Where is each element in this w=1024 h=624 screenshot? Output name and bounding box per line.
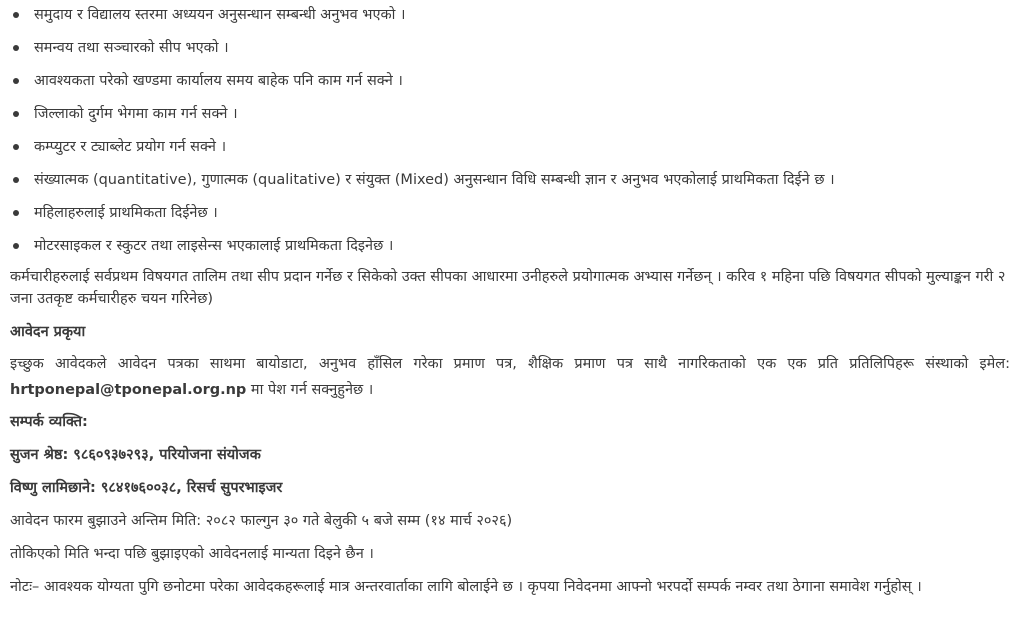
bullet-icon bbox=[13, 243, 19, 249]
requirement-text: कम्प्युटर र ट्याब्लेट प्रयोग गर्न सक्ने । bbox=[34, 139, 227, 155]
contact-person-1: सुजन श्रेष्ठ: ९८६०९३७२९३, परियोजना संयोजक bbox=[10, 447, 261, 463]
requirement-text: संख्यात्मक (quantitative), गुणात्मक (qualitative) र संयुक्त (Mixed) अनुसन्धान विधि सम्बन्धी ज्ञान र अनुभव भएकोलाई प्राथमिकता दिईने छ । bbox=[34, 172, 835, 188]
bullet-icon bbox=[13, 45, 19, 51]
requirement-text: जिल्लाको दुर्गम भेगमा काम गर्न सक्ने । bbox=[34, 106, 238, 122]
requirement-text: समन्वय तथा सञ्चारको सीप भएको । bbox=[34, 40, 229, 56]
bullet-icon bbox=[13, 177, 19, 183]
list-item bbox=[10, 132, 1010, 165]
bullet-icon bbox=[13, 12, 19, 18]
requirements-list bbox=[10, 0, 1010, 264]
requirement-text: आवश्यकता परेको खण्डमा कार्यालय समय बाहेक पनि काम गर्न सक्ने । bbox=[34, 73, 403, 89]
contact-heading: सम्पर्क व्यक्ति: bbox=[10, 414, 88, 430]
bullet-icon bbox=[13, 78, 19, 84]
application-text-end: मा पेश गर्न सक्नुहुनेछ । bbox=[246, 382, 374, 398]
list-item bbox=[10, 33, 1010, 66]
list-item bbox=[10, 165, 1010, 198]
contact-email: hrtponepal@tponepal.org.np bbox=[10, 382, 247, 398]
requirement-text: मोटरसाइकल र स्कुटर तथा लाइसेन्स भएकालाई प्राथमिकता दिइनेछ । bbox=[34, 238, 394, 254]
bullet-icon bbox=[13, 111, 19, 117]
late-notice-text: तोकिएको मिति भन्दा पछि बुझाइएको आवेदनलाई मान्यता दिइने छैन । bbox=[10, 546, 374, 562]
application-text: इच्छुक आवेदकले आवेदन पत्रका साथमा बायोडाटा, अनुभव हाँसिल गरेका प्रमाण पत्र, शैक्षिक प्रमाण पत्र साथै नागरिकताको एक एक प्रति प्रतिलिपिहरू संस्थाको इमेल: bbox=[10, 356, 1010, 372]
note-text: नोटः– आवश्यक योग्यता पुगि छनोटमा परेका आवेदकहरूलाई मात्र अन्तरवार्ताका लागि बोलाईने छ । कृपया निवेदनमा आफ्नो भरपर्दो सम्पर्क नम्वर तथा ठेगाना समावेश गर्नुहोस् । bbox=[10, 579, 922, 595]
deadline-text: आवेदन फारम बुझाउने अन्तिम मिति: २०८२ फाल्गुन ३० गते बेलुकी ५ बजे सम्म (१४ मार्च २०२६) bbox=[10, 513, 513, 529]
application-heading: आवेदन प्रकृया bbox=[10, 324, 86, 340]
requirement-text: समुदाय र विद्यालय स्तरमा अध्ययन अनुसन्धान सम्बन्धी अनुभव भएको । bbox=[34, 7, 406, 23]
bullet-icon bbox=[13, 144, 19, 150]
application-instructions bbox=[10, 351, 1010, 403]
requirement-text: महिलाहरुलाई प्राथमिकता दिईनेछ । bbox=[34, 205, 218, 221]
list-item bbox=[10, 231, 1010, 264]
list-item bbox=[10, 198, 1010, 231]
list-item bbox=[10, 66, 1010, 99]
training-note: कर्मचारीहरुलाई सर्वप्रथम विषयगत तालिम तथा सीप प्रदान गर्नेछ र सिकेको उक्त सीपका आधारमा उनीहरुले प्रयोगात्मक अभ्यास गर्नेछन् । करिव १ महिना पछि विषयगत सीपको मुल्याङ्कन गरी २ जना उतकृष्ट कर्मचारीहरु चयन गरिनेछ) bbox=[10, 269, 1006, 307]
list-item bbox=[10, 0, 1010, 33]
list-item bbox=[10, 99, 1010, 132]
contact-person-2: विष्णु लामिछाने: ९८४१७६००३८, रिसर्च सुपरभाइजर bbox=[10, 480, 283, 496]
bullet-icon bbox=[13, 210, 19, 216]
